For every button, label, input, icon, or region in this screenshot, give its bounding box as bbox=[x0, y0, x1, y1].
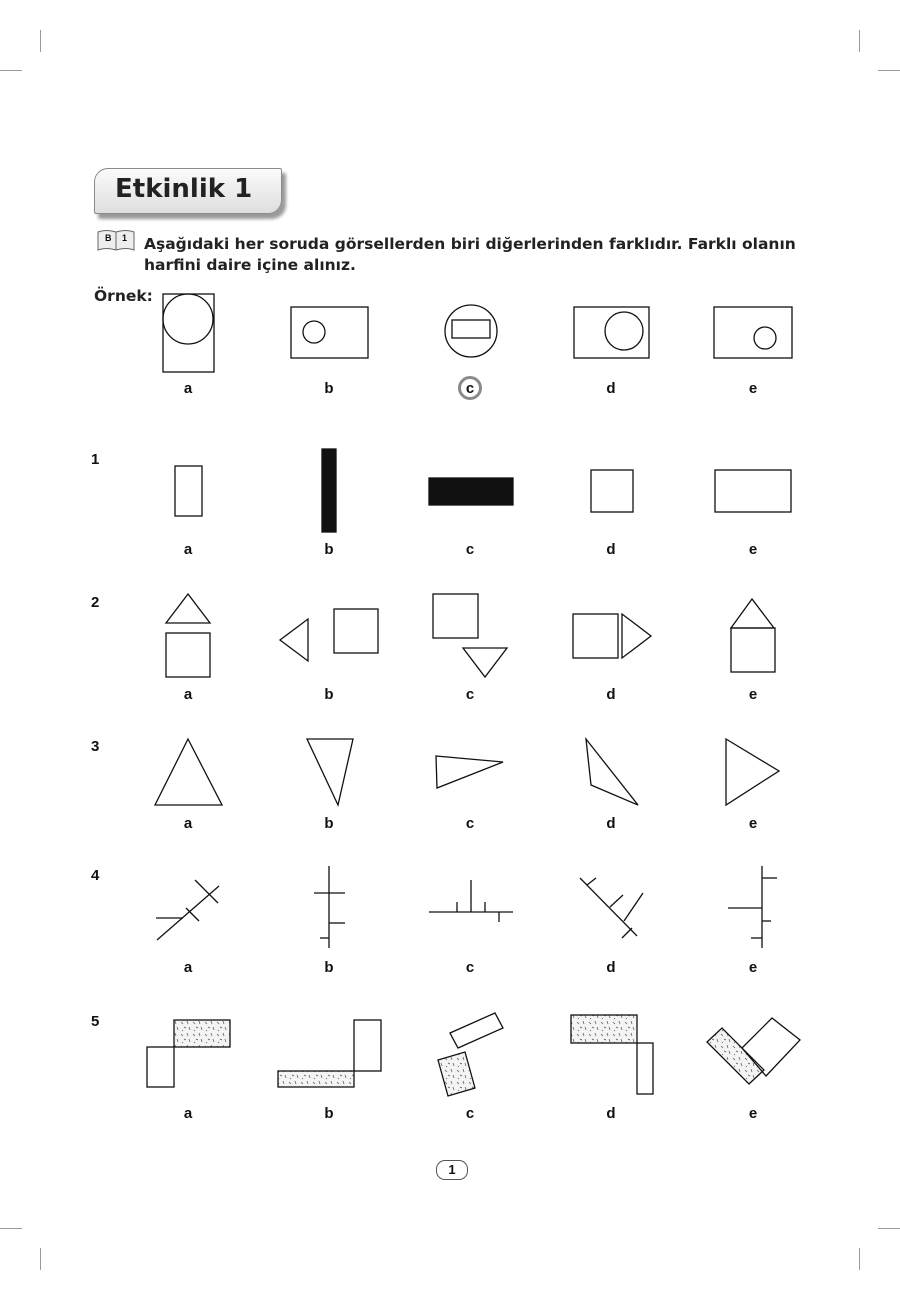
option-letter[interactable]: e bbox=[748, 815, 758, 832]
option-letter[interactable]: c bbox=[465, 686, 475, 703]
option-letter[interactable]: e bbox=[748, 686, 758, 703]
q1-figure-e bbox=[715, 470, 791, 512]
option-letter[interactable]: a bbox=[183, 541, 193, 558]
example-figure-e bbox=[714, 307, 792, 358]
question-number: 2 bbox=[91, 594, 100, 611]
option-letter[interactable]: a bbox=[183, 959, 193, 976]
option-letter[interactable]: c bbox=[465, 959, 475, 976]
q4-figure-a bbox=[156, 880, 219, 940]
q1-figure-c bbox=[429, 478, 513, 505]
q1-figure-a bbox=[175, 466, 202, 516]
instruction-text: Aşağıdaki her soruda görsellerden biri diğerlerinden farklıdır. Farklı olanın harfini daire içine alınız. bbox=[144, 235, 796, 274]
option-letter[interactable]: d bbox=[606, 686, 616, 703]
option-letter[interactable]: e bbox=[748, 380, 758, 397]
q2-figure-b bbox=[280, 609, 378, 661]
option-letter[interactable]: a bbox=[183, 815, 193, 832]
example-label: Örnek: bbox=[94, 287, 153, 305]
book-code-right: 1 bbox=[122, 233, 128, 243]
q5-figure-d bbox=[571, 1015, 653, 1094]
option-letter[interactable]: b bbox=[324, 541, 334, 558]
q3-figure-c bbox=[436, 756, 503, 788]
activity-title: Etkinlik 1 bbox=[115, 174, 253, 204]
option-letter[interactable]: c bbox=[465, 815, 475, 832]
q2-figure-a bbox=[166, 594, 210, 677]
q3-figure-e bbox=[726, 739, 779, 805]
q3-figure-b bbox=[307, 739, 353, 805]
q5-figure-b bbox=[278, 1020, 381, 1087]
option-letter[interactable]: a bbox=[183, 380, 193, 397]
question-number: 1 bbox=[91, 451, 100, 468]
q4-figure-e bbox=[728, 866, 777, 948]
option-letter[interactable]: d bbox=[606, 815, 616, 832]
option-letter[interactable]: b bbox=[324, 815, 334, 832]
option-letter[interactable]: d bbox=[606, 541, 616, 558]
q5-figure-a bbox=[147, 1020, 230, 1087]
option-letter[interactable]: b bbox=[324, 959, 334, 976]
q2-figure-e bbox=[731, 599, 775, 672]
question-number: 5 bbox=[91, 1013, 100, 1030]
q1-figure-d bbox=[591, 470, 633, 512]
option-letter[interactable]: b bbox=[324, 1105, 334, 1122]
page-number: 1 bbox=[436, 1160, 468, 1180]
option-letter[interactable]: e bbox=[748, 541, 758, 558]
option-letter[interactable]: d bbox=[606, 959, 616, 976]
option-letter[interactable]: a bbox=[183, 686, 193, 703]
q4-figure-b bbox=[314, 866, 345, 948]
option-letter[interactable]: d bbox=[606, 380, 616, 397]
option-letter[interactable]: c bbox=[465, 1105, 475, 1122]
option-letter[interactable]: e bbox=[748, 1105, 758, 1122]
option-letter[interactable]: b bbox=[324, 686, 334, 703]
q3-figure-d bbox=[586, 739, 638, 805]
option-letter[interactable]: a bbox=[183, 1105, 193, 1122]
option-letter[interactable]: b bbox=[324, 380, 334, 397]
option-letter[interactable]: d bbox=[606, 1105, 616, 1122]
q5-figure-e bbox=[707, 1018, 800, 1084]
option-letter-circled[interactable]: c bbox=[465, 380, 475, 397]
example-figure-c bbox=[445, 305, 497, 357]
q4-figure-c bbox=[429, 880, 513, 922]
example-figure-b bbox=[291, 307, 368, 358]
option-letter[interactable]: c bbox=[465, 541, 475, 558]
question-number: 3 bbox=[91, 738, 100, 755]
q5-figure-c bbox=[438, 1013, 503, 1096]
q2-figure-d bbox=[573, 614, 651, 658]
q3-figure-a bbox=[155, 739, 222, 805]
q2-figure-c bbox=[433, 594, 507, 677]
option-letter[interactable]: e bbox=[748, 959, 758, 976]
question-number: 4 bbox=[91, 867, 100, 884]
q1-figure-b bbox=[322, 449, 336, 532]
example-figure-d bbox=[574, 307, 649, 358]
q4-figure-d bbox=[580, 878, 643, 938]
book-code-left: B bbox=[105, 233, 112, 243]
example-figure-a bbox=[163, 294, 214, 372]
